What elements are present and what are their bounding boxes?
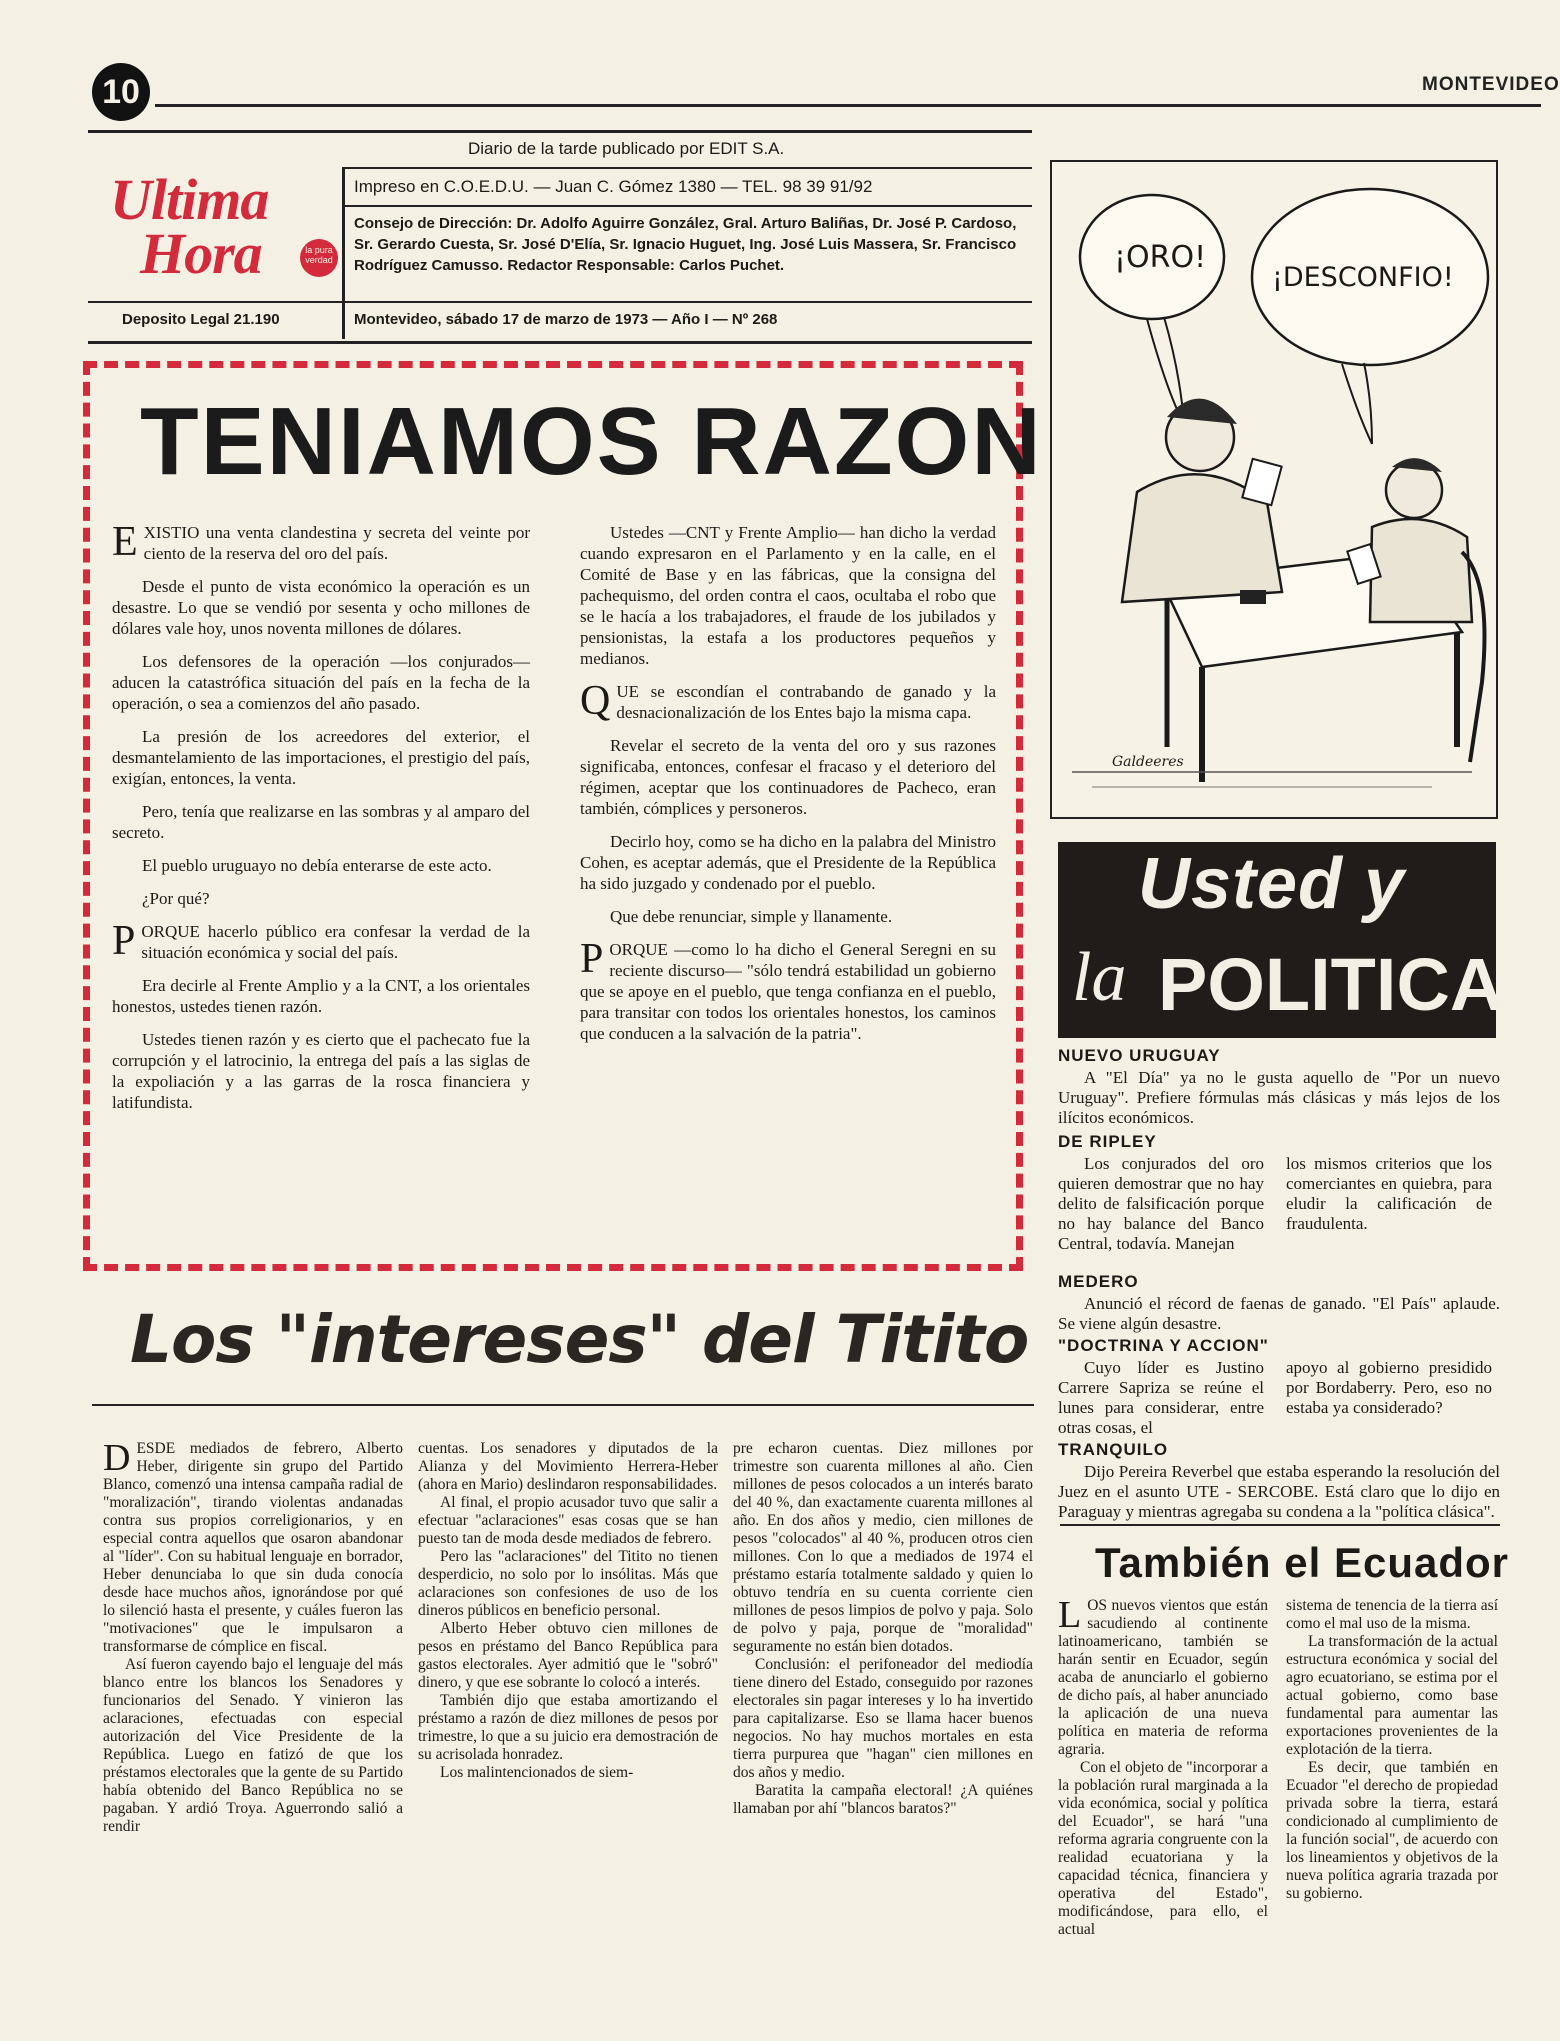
logo-word-ultima: Ultima (110, 167, 269, 232)
cartoon-signature: Galdeeres (1112, 754, 1184, 770)
paragraph-text: Ustedes tienen razón y es cierto que el pachecato fue la corrupción y el latrocinio, la entrega del país a las siglas de la expoliación y a las garras de la rosca financiera y latifundista. (112, 1030, 530, 1112)
paragraph-text: Revelar el secreto de la venta del oro y sus razones significaba, entonces, confesar el fracaso y el deterioro del régimen, aceptar que los continuadores de Pacheco, eran también, cómplices y personeros. (580, 736, 996, 818)
brief-text: Anunció el récord de faenas de ganado. "El País" aplaude. Se viene algún desastre. (1058, 1294, 1500, 1333)
paragraph (418, 1692, 718, 1764)
print-line: Impreso en C.O.E.D.U. — Juan C. Gómez 1380 — TEL. 98 39 91/92 (354, 177, 873, 196)
paragraph (580, 831, 996, 894)
brief-text: Dijo Pereira Reverbel que estaba esperando la resolución del Juez en el asunto UTE - SERCOBE. Está claro que lo dijo en Paraguay y mientras agregaba su condena a la "política clásica". (1058, 1462, 1500, 1521)
paragraph (1286, 1633, 1498, 1759)
page-number: 10 (102, 73, 140, 111)
paragraph-text: Ustedes —CNT y Frente Amplio— han dicho la verdad cuando expresaron en el Parlamento y en la calle, en el Comité de Base y en las fábricas, que la consigna del pachequismo, del orden contra el caos, ocultaba el robo que se le hacía a los trabajadores, el fraude de los jubilados y pensionistas, la estafa a los productores pequeños y medianos. (580, 523, 996, 668)
paragraph-text: Baratita la campaña electoral! ¿A quiénes llamaban por ahí "blancos baratos?" (733, 1782, 1033, 1817)
paragraph (1286, 1597, 1498, 1633)
paragraph-text: Era decirle al Frente Amplio y a la CNT, a los orientales honestos, ustedes tienen razón. (112, 976, 530, 1016)
running-header: MONTEVIDEO (1422, 74, 1560, 95)
paragraph (418, 1620, 718, 1692)
brief-text-col1: Cuyo líder es Justino Carrere Sapriza se reúne el lunes para considerar, entre otras cosas, el (1058, 1358, 1264, 1437)
paragraph-text: pre echaron cuentas. Diez millones por trimestre son cuarenta millones al año. Cien millones de pesos colocados a un interés barato del 40 %, dan exactamente cuarenta millones al año. En dos años y medio, cien millones de pesos "colocados" al 40 %, producen otros cien millones. Con lo que a mediados de 1974 el préstamo estaría totalmente saldado y quien lo obtuvo tendría en su cuenta corriente cien millones de pesos limpios de polvo y paja. Solo de polvo y paja, porque de "moralidad" seguramente no están bien dotados. (733, 1440, 1033, 1655)
masthead-divider (342, 169, 345, 339)
paragraph (112, 519, 530, 565)
paragraph-text: Alberto Heber obtuvo cien millones de pesos en préstamo del Banco República para gastos electorales. Ayer admitió que le "sobró" dinero, y que ese sobrante lo colocó a interés. (418, 1620, 718, 1691)
editor: Redactor Responsable: Carlos Puchet. (507, 257, 785, 274)
titito-column-2 (418, 1440, 718, 1782)
cartoon-panel (1050, 160, 1498, 819)
drop-cap: E (112, 519, 138, 565)
paragraph (418, 1764, 718, 1782)
paragraph-text: cuentas. Los senadores y diputados de la Alianza y del Movimiento Herrera-Heber (ahora en Mario) deslindaron responsabilidades. (418, 1440, 718, 1493)
paragraph (1058, 1759, 1268, 1939)
paragraph (580, 522, 996, 669)
brief-title: NUEVO URUGUAY (1058, 1046, 1221, 1065)
paragraph-text: Pero las "aclaraciones" del Titito no tienen desperdicio, no solo por lo insólitas. Más que aclaraciones son confesiones de uso de los dineros públicos en beneficio personal. (418, 1548, 718, 1619)
paragraph (103, 1656, 403, 1836)
paragraph-text: ORQUE hacerlo público era confesar la verdad de la situación económica y social del país. (141, 922, 530, 962)
paragraph-text: La transformación de la actual estructura económica y social del agro ecuatoriano, se estima por el actual gobierno, como base fundamental para aumentar las exportaciones provenientes de la explotación de la tierra. (1286, 1633, 1498, 1758)
date-line: Montevideo, sábado 17 de marzo de 1973 — Año I — Nº 268 (354, 311, 778, 328)
ecuador-column-2 (1286, 1597, 1498, 1903)
paragraph-text: Con el objeto de "incorporar a la población rural marginada a la vida económica, social y política del Ecuador", se hará "una reforma agraria congruente con la realidad ecuatoriana y la capacidad técnica, financiera y operativa del Estado", modificándose, para ello, el actual (1058, 1759, 1268, 1938)
masthead-rule-1 (342, 167, 1032, 169)
brief-title: DE RIPLEY (1058, 1132, 1157, 1151)
editorial-left-column (112, 519, 530, 1125)
brief-text: A "El Día" ya no le gusta aquello de "Por un nuevo Uruguay". Prefiere fórmulas más clásicas y más lejos de los ilícitos económicos. (1058, 1068, 1500, 1127)
paragraph-text: Los defensores de la operación —los conjurados— aducen la catastrófica situación del país en la fecha de la operación, o sea a comienzos del año pasado. (112, 652, 530, 713)
paragraph (112, 888, 530, 909)
paragraph-text: Así fueron cayendo bajo el lenguaje del más blanco entre los blancos los Senadores y funcionarios del Senado. Y vinieron las aclaraciones, efectuadas con especial autorización del Vice Presidente de la República. Luego en fatizó de que los préstamos electorales que la gente de su Partido había obtenido del Banco República no se pagaban. Y ardió Troya. Aguerrondo salió a rendir (103, 1656, 403, 1835)
titito-column-1 (103, 1437, 403, 1836)
paragraph (112, 975, 530, 1017)
council: Consejo de Dirección: Dr. Adolfo Aguirre González, Gral. Arturo Baliñas, Dr. José P. Cardoso, Sr. Gerardo Cuesta, Sr. José D'Elía, Sr. Ignacio Huguet, Ing. José Luis Massera, Sr. Francisco Rodríguez Camusso. (354, 215, 1017, 274)
editorial-headline: TENIAMOS RAZON (140, 388, 1043, 495)
politica-banner (1058, 842, 1504, 1038)
paragraph-text: ORQUE —como lo ha dicho el General Seregni en su reciente discurso— "sólo tendrá estabilidad un gobierno que se apoye en el pueblo, que tenga confianza en el pueblo, para transitar con todos los orientales honestos, los caminos que conducen a la salvación de la patria". (580, 940, 996, 1043)
paragraph-text: UE se escondían el contrabando de ganado y la desnacionalización de los Entes bajo la misma capa. (616, 682, 996, 722)
paragraph-text: XISTIO una venta clandestina y secreta del veinte por ciento de la reserva del oro del país. (143, 523, 530, 563)
paragraph (112, 651, 530, 714)
paragraph (580, 936, 996, 1044)
paragraph-text: La presión de los acreedores del exterior, el desmantelamiento de las importaciones, el prestigio del país, exigían, entonces, la venta. (112, 727, 530, 788)
paragraph (112, 726, 530, 789)
paragraph (1286, 1759, 1498, 1903)
titito-rule (92, 1404, 1034, 1406)
council-text (354, 213, 1022, 276)
paragraph-text: OS nuevos vientos que están sacudiendo al continente latinoamericano, también se harán sentir en Ecuador, según acaba de anunciarlo el gobierno de dicho país, al haber anunciado la aplicación de una nueva política en materia de reforma agraria. (1058, 1597, 1268, 1758)
logo-word-hora: Hora (140, 221, 262, 286)
paragraph (112, 918, 530, 964)
masthead-rule-2 (342, 205, 1032, 207)
drop-cap: Q (580, 678, 611, 724)
masthead (88, 130, 1032, 344)
brief-nuevo-uruguay (1058, 1046, 1500, 1128)
paragraph (112, 576, 530, 639)
paragraph (733, 1440, 1033, 1656)
paragraph-text: ¿Por qué? (142, 889, 210, 908)
banner-la: la (1072, 939, 1127, 1016)
paragraph (580, 906, 996, 927)
publisher-line: Diario de la tarde publicado por EDIT S.A. (468, 139, 785, 158)
brief-title: TRANQUILO (1058, 1440, 1169, 1459)
paragraph (580, 678, 996, 724)
editorial-right-column (580, 522, 996, 1056)
paragraph-text: El pueblo uruguayo no debía enterarse de este acto. (142, 856, 492, 875)
paragraph-text: Pero, tenía que realizarse en las sombras y al amparo del secreto. (112, 802, 530, 842)
ecuador-top-rule (1060, 1524, 1500, 1526)
bubble-left-text: ¡ORO! (1114, 240, 1207, 275)
paragraph (103, 1437, 403, 1656)
paragraph-text: ESDE mediados de febrero, Alberto Heber, dirigente sin grupo del Partido Blanco, comenzó una intensa campaña radial de "moralización", tirando violentas andanadas contra sus propios correligionarios, y en especial contra aquellos que osaron abandonar al "líder". Con su habitual lenguaje en borrador, Heber denunciaba lo que sin duda conocía desde hace muchos años, ignorándose por qué lo silenció hasta el presente, y cuáles fueron las "motivaciones" que le impulsaron a transformarse de cómplice en fiscal. (103, 1440, 403, 1655)
ecuador-column-1 (1058, 1594, 1268, 1939)
paragraph (112, 801, 530, 843)
brief-text-col2: apoyo al gobierno presidido por Bordaberry. Pero, eso no estaba ya considerado? (1286, 1358, 1492, 1417)
brief-medero (1058, 1272, 1500, 1334)
brief-tranquilo (1058, 1440, 1500, 1522)
brief-title: MEDERO (1058, 1272, 1139, 1291)
paragraph (418, 1494, 718, 1548)
banner-usted-y: Usted y (1138, 844, 1406, 924)
brief-text-col2: los mismos criterios que los comerciantes en quiebra, para eludir la calificación de fraudulenta. (1286, 1154, 1492, 1233)
paragraph-text: Al final, el propio acusador tuvo que salir a efectuar "aclaraciones" esas cosas que se han puesto tan de moda desde mediados de febrero. (418, 1494, 718, 1547)
masthead-rule-3 (88, 301, 1032, 303)
paragraph-text: Conclusión: el perifoneador del mediodía tiene dinero del Estado, conseguido por razones electorales sin pagar intereses y lo ha invertido para capitalizarse. Eso se llama hacer buenos negocios. No hay muchos mortales en esta tierra purpurea que "hagan" cien millones en dos años y medio. (733, 1656, 1033, 1781)
paragraph (112, 855, 530, 876)
logo-tag: la pura verdad (305, 245, 333, 265)
brief-doctrina-y-accion (1058, 1336, 1500, 1437)
drop-cap: P (112, 918, 136, 964)
top-rule (155, 104, 1541, 107)
paragraph-text: sistema de tenencia de la tierra así como el mal uso de la misma. (1286, 1597, 1498, 1632)
paragraph-text: Que debe renunciar, simple y llanamente. (610, 907, 893, 926)
paragraph-text: Desde el punto de vista económico la operación es un desastre. Lo que se vendió por sesenta y ocho millones de dólares vale hoy, unos noventa millones de dólares. (112, 577, 530, 638)
page-number-badge (92, 63, 150, 121)
paragraph-text: Es decir, que también en Ecuador "el derecho de propiedad privada sobre la tierra, estará condicionado al cumplimiento de la función social", de acuerdo con los lineamientos y objetivos de la nueva política agraria trazada por su gobierno. (1286, 1759, 1498, 1902)
paragraph (733, 1782, 1033, 1818)
drop-cap: P (580, 936, 604, 982)
paragraph (580, 735, 996, 819)
brief-title: "DOCTRINA Y ACCION" (1058, 1336, 1269, 1355)
drop-cap: L (1058, 1594, 1082, 1636)
ecuador-headline: También el Ecuador (1095, 1539, 1509, 1586)
logo-tag-badge (300, 239, 338, 277)
paragraph-text: También dijo que estaba amortizando el préstamo a razón de diez millones de pesos por trimestre, lo que a su juicio era demostración de su acrisolada honradez. (418, 1692, 718, 1763)
brief-text-col1: Los conjurados del oro quieren demostrar que no hay delito de falsificación porque no hay balance del Banco Central, todavía. Manejan (1058, 1154, 1264, 1253)
paragraph (1058, 1594, 1268, 1759)
bubble-right-text: ¡DESCONFIO! (1272, 262, 1454, 293)
paragraph-text: Los malintencionados de siem- (440, 1764, 634, 1781)
paragraph (112, 1029, 530, 1113)
brief-de-ripley (1058, 1132, 1500, 1253)
legal-deposit: Deposito Legal 21.190 (122, 311, 280, 328)
titito-headline: Los "intereses" del Titito (130, 1301, 1029, 1378)
paragraph (418, 1440, 718, 1494)
titito-column-3 (733, 1440, 1033, 1818)
paragraph-text: Decirlo hoy, como se ha dicho en la palabra del Ministro Cohen, es aceptar además, que el Presidente de la República ha sido juzgado y condenado por el pueblo. (580, 832, 996, 893)
paragraph (733, 1656, 1033, 1782)
banner-politica: POLITICA (1158, 943, 1504, 1026)
drop-cap: D (103, 1437, 131, 1479)
paragraph (418, 1548, 718, 1620)
